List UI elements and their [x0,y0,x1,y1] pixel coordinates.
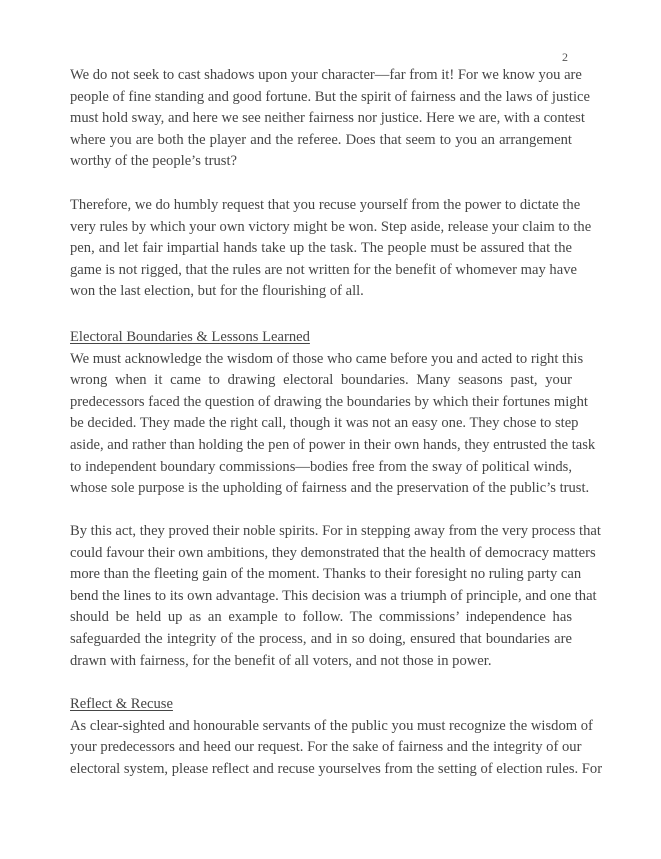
section-heading: Electoral Boundaries & Lessons Learned [70,329,310,345]
text-line: predecessors faced the question of drawing the boundaries by which their fortunes might [70,393,588,410]
text-line: should be held up as an example to follow. The commissions’ independence has [70,609,572,626]
text-line: could favour their own ambitions, they demonstrated that the health of democracy matters [70,544,596,561]
text-line: very rules by which your own victory might be won. Step aside, release your claim to the [70,218,592,235]
text-line: wrong when it came to drawing electoral boundaries. Many seasons past, your [70,372,572,389]
text-line: be decided. They made the right call, though it was not an easy one. They chose to step [70,415,579,432]
paragraph [70,694,603,780]
text-line: Therefore, we do humbly request that you recuse yourself from the power to dictate the [70,197,581,213]
text-line: As clear-sighted and honourable servants of the public you must recognize the wisdom of [70,717,593,734]
text-line: aside, and rather than holding the pen of power in their own hands, they entrusted the task [70,436,596,453]
text-line: won the last election, but for the flourishing of all. [70,283,364,300]
paragraph [70,327,596,500]
text-line: your predecessors and heed our request. For the sake of fairness and the integrity of our [70,739,582,756]
text-line: whose sole purpose is the upholding of fairness and the preservation of the public’s trust. [70,480,590,497]
paragraph [70,65,590,173]
text-line: bend the lines to its own advantage. This decision was a triumph of principle, and one that [70,587,597,604]
text-line: more than the fleeting gain of the moment. Thanks to their foresight no ruling party can [70,566,582,583]
text-line: We do not seek to cast shadows upon your character—far from it! For we know you are [70,67,582,83]
paragraph [70,521,601,672]
page-number: 2 [562,50,568,64]
text-line: electoral system, please reflect and recuse yourselves from the setting of election rules. For [70,760,603,777]
text-line: We must acknowledge the wisdom of those who came before you and acted to right this [70,350,584,367]
text-line: safeguarded the integrity of the process, and in so doing, ensured that boundaries are [70,630,572,647]
text-line: to independent boundary commissions—bodies free from the sway of political winds, [70,458,572,475]
text-line: game is not rigged, that the rules are not written for the benefit of whomever may have [70,261,577,278]
text-line: pen, and let fair impartial hands take up the task. The people must be assured that the [70,240,572,257]
text-line: where you are both the player and the referee. Does that seem to you an arrangement [70,131,572,148]
text-line: people of fine standing and good fortune. But the spirit of fairness and the laws of justice [70,88,590,105]
paragraph [70,195,592,303]
text-line: drawn with fairness, for the benefit of all voters, and not those in power. [70,652,492,669]
text-line: worthy of the people’s trust? [70,153,237,170]
text-line: must hold sway, and here we see neither fairness nor justice. Here we are, with a contest [70,110,585,127]
section-heading: Reflect & Recuse [70,696,173,712]
text-line: By this act, they proved their noble spirits. For in stepping away from the very process that [70,523,601,539]
